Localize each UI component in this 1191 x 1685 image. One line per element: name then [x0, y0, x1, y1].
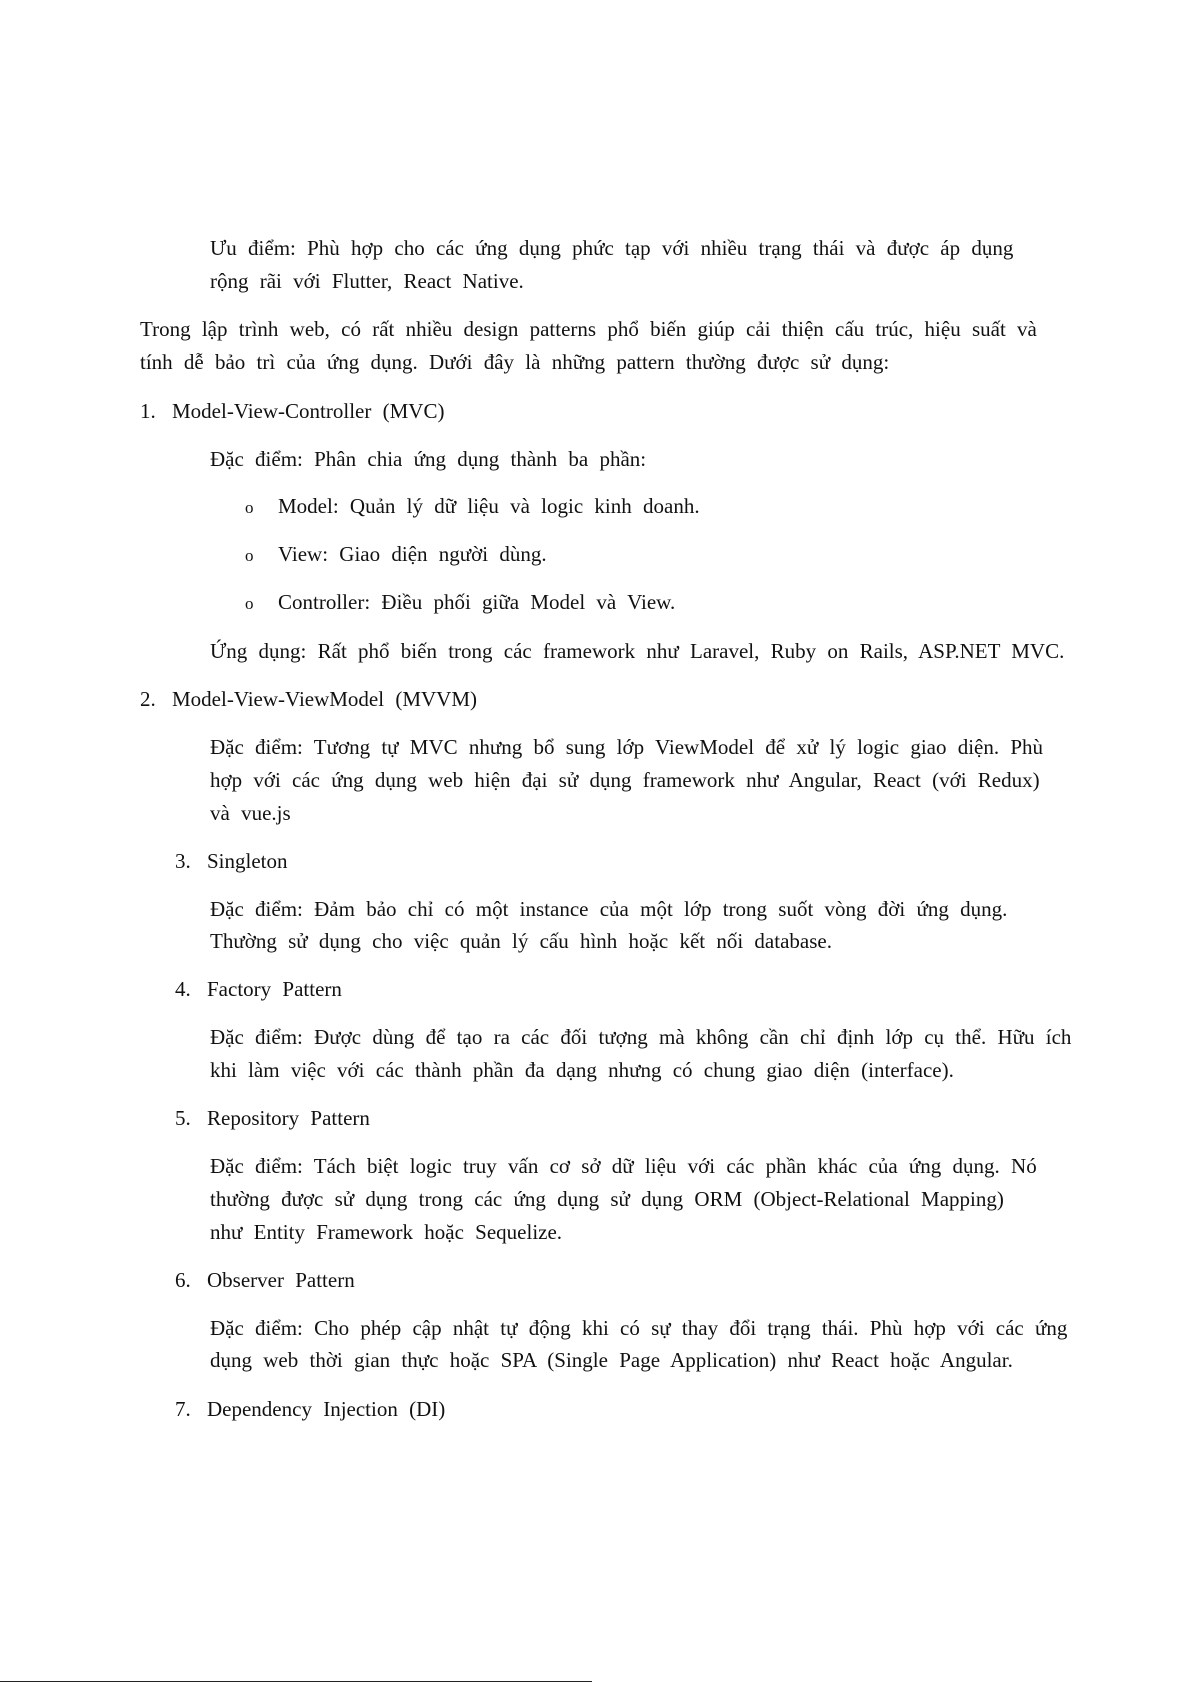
list-number: 1.	[140, 399, 156, 423]
sub-list-item: Controller: Điều phối giữa Model và View.	[278, 590, 676, 614]
feature-line: Đặc điểm: Cho phép cập nhật tự động khi có sự thay đổi trạng thái. Phù hợp với các ứng	[210, 1316, 1068, 1340]
list-number: 5.	[175, 1106, 191, 1130]
sub-list-item: View: Giao diện người dùng.	[278, 542, 547, 566]
section-heading-singleton: Singleton	[207, 849, 288, 873]
feature-line: khi làm việc với các thành phần đa dạng nhưng có chung giao diện (interface).	[210, 1058, 954, 1082]
sub-list-item: Model: Quản lý dữ liệu và logic kinh doanh.	[278, 494, 700, 518]
list-number: 6.	[175, 1268, 191, 1292]
section-heading-mvvm: Model-View-ViewModel (MVVM)	[172, 687, 478, 711]
list-number: 7.	[175, 1397, 191, 1421]
feature-line: thường được sử dụng trong các ứng dụng sử dụng ORM (Object-Relational Mapping)	[210, 1187, 1004, 1211]
list-number: 3.	[175, 849, 191, 873]
sub-bullet-glyph: o	[245, 498, 254, 517]
feature-line: như Entity Framework hoặc Sequelize.	[210, 1220, 563, 1244]
advantage-line: rộng rãi với Flutter, React Native.	[210, 269, 524, 293]
feature-line: Đặc điểm: Được dùng để tạo ra các đối tượng mà không cần chỉ định lớp cụ thể. Hữu ích	[210, 1025, 1072, 1049]
footnote-separator	[0, 1681, 592, 1682]
advantage-line: Ưu điểm: Phù hợp cho các ứng dụng phức tạp với nhiều trạng thái và được áp dụng	[210, 236, 1014, 260]
list-number: 2.	[140, 687, 156, 711]
sub-bullet-glyph: o	[245, 546, 254, 565]
section-heading-repository: Repository Pattern	[207, 1106, 370, 1130]
list-number: 4.	[175, 977, 191, 1001]
feature-line: và vue.js	[210, 801, 291, 825]
intro-paragraph-line: tính dễ bảo trì của ứng dụng. Dưới đây là những pattern thường được sử dụng:	[140, 350, 890, 374]
feature-line: Đặc điểm: Đảm bảo chỉ có một instance của một lớp trong suốt vòng đời ứng dụng.	[210, 897, 1008, 921]
feature-line: Thường sử dụng cho việc quản lý cấu hình hoặc kết nối database.	[210, 929, 832, 953]
section-heading-factory: Factory Pattern	[207, 977, 342, 1001]
feature-line: hợp với các ứng dụng web hiện đại sử dụng framework như Angular, React (với Redux)	[210, 768, 1040, 792]
sub-bullet-glyph: o	[245, 594, 254, 613]
section-heading-di: Dependency Injection (DI)	[207, 1397, 446, 1421]
feature-line: Đặc điểm: Phân chia ứng dụng thành ba phần:	[210, 447, 647, 471]
feature-line: dụng web thời gian thực hoặc SPA (Single Page Application) như React hoặc Angular.	[210, 1348, 1013, 1372]
usage-line: Ứng dụng: Rất phổ biến trong các framework như Laravel, Ruby on Rails, ASP.NET MVC.	[210, 639, 1065, 663]
feature-line: Đặc điểm: Tương tự MVC nhưng bổ sung lớp ViewModel để xử lý logic giao diện. Phù	[210, 735, 1044, 759]
section-heading-observer: Observer Pattern	[207, 1268, 355, 1292]
section-heading-mvc: Model-View-Controller (MVC)	[172, 399, 445, 423]
feature-line: Đặc điểm: Tách biệt logic truy vấn cơ sở dữ liệu với các phần khác của ứng dụng. Nó	[210, 1154, 1037, 1178]
intro-paragraph-line: Trong lập trình web, có rất nhiều design patterns phổ biến giúp cải thiện cấu trúc, hiệu suất và	[140, 317, 1037, 341]
